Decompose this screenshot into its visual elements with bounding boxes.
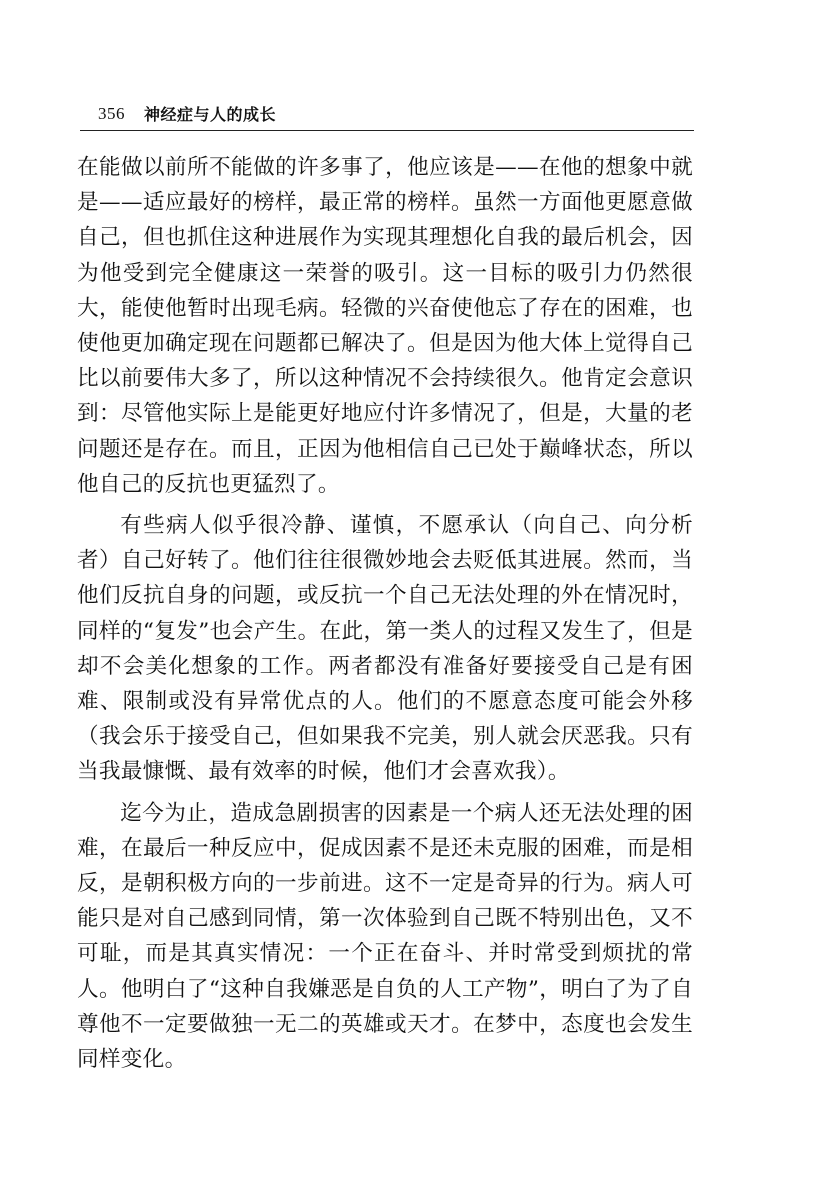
page-number: 356: [98, 104, 125, 123]
header-rule: [80, 130, 694, 131]
paragraph-1: 在能做以前所不能做的许多事了，他应该是——在他的想象中就是——适应最好的榜样，最正常的榜样。虽然一方面他更愿意做自己，但也抓住这种进展作为实现其理想化自我的最后机会，因为他受到完全健康这一荣誉的吸引。这一目标的吸引力仍然很大，能使他暂时出现毛病。轻微的兴奋使他忘了存在的困难，也使他更加确定现在问题都已解决了。但是因为他大体上觉得自己比以前要伟大多了，所以这种情况不会持续很久。他肯定会意识到：尽管他实际上是能更好地应付许多情况了，但是，大量的老问题还是存在。而且，正因为他相信自己已处于巅峰状态，所以他自己的反抗也更猛烈了。: [77, 155, 693, 497]
body-text: [77, 150, 693, 1083]
paragraph-2: 有些病人似乎很冷静、谨慎，不愿承认（向自己、向分析者）自己好转了。他们往往很微妙地会去贬低其进展。然而，当他们反抗自身的问题，或反抗一个自己无法处理的外在情况时，同样的“复发”也会产生。在此，第一类人的过程又发生了，但是却不会美化想象的工作。两者都没有准备好要接受自己是有困难、限制或没有异常优点的人。他们的不愿意态度可能会外移（我会乐于接受自己，但如果我不完美，别人就会厌恶我。只有当我最慷慨、最有效率的时候，他们才会喜欢我）。: [77, 513, 693, 785]
paragraph-3: 迄今为止，造成急剧损害的因素是一个病人还无法处理的困难，在最后一种反应中，促成因素不是还未克服的困难，而是相反，是朝积极方向的一步前进。这不一定是奇异的行为。病人可能只是对自己感到同情，第一次体验到自己既不特别出色，又不可耻，而是其真实情况：一个正在奋斗、并时常受到烦扰的常人。他明白了“这种自我嫌恶是自负的人工产物”，明白了为了自尊他不一定要做独一无二的英雄或天才。在梦中，态度也会发生同样变化。: [77, 800, 693, 1073]
running-title: 神经症与人的成长: [144, 105, 277, 124]
page-header: [80, 100, 694, 134]
